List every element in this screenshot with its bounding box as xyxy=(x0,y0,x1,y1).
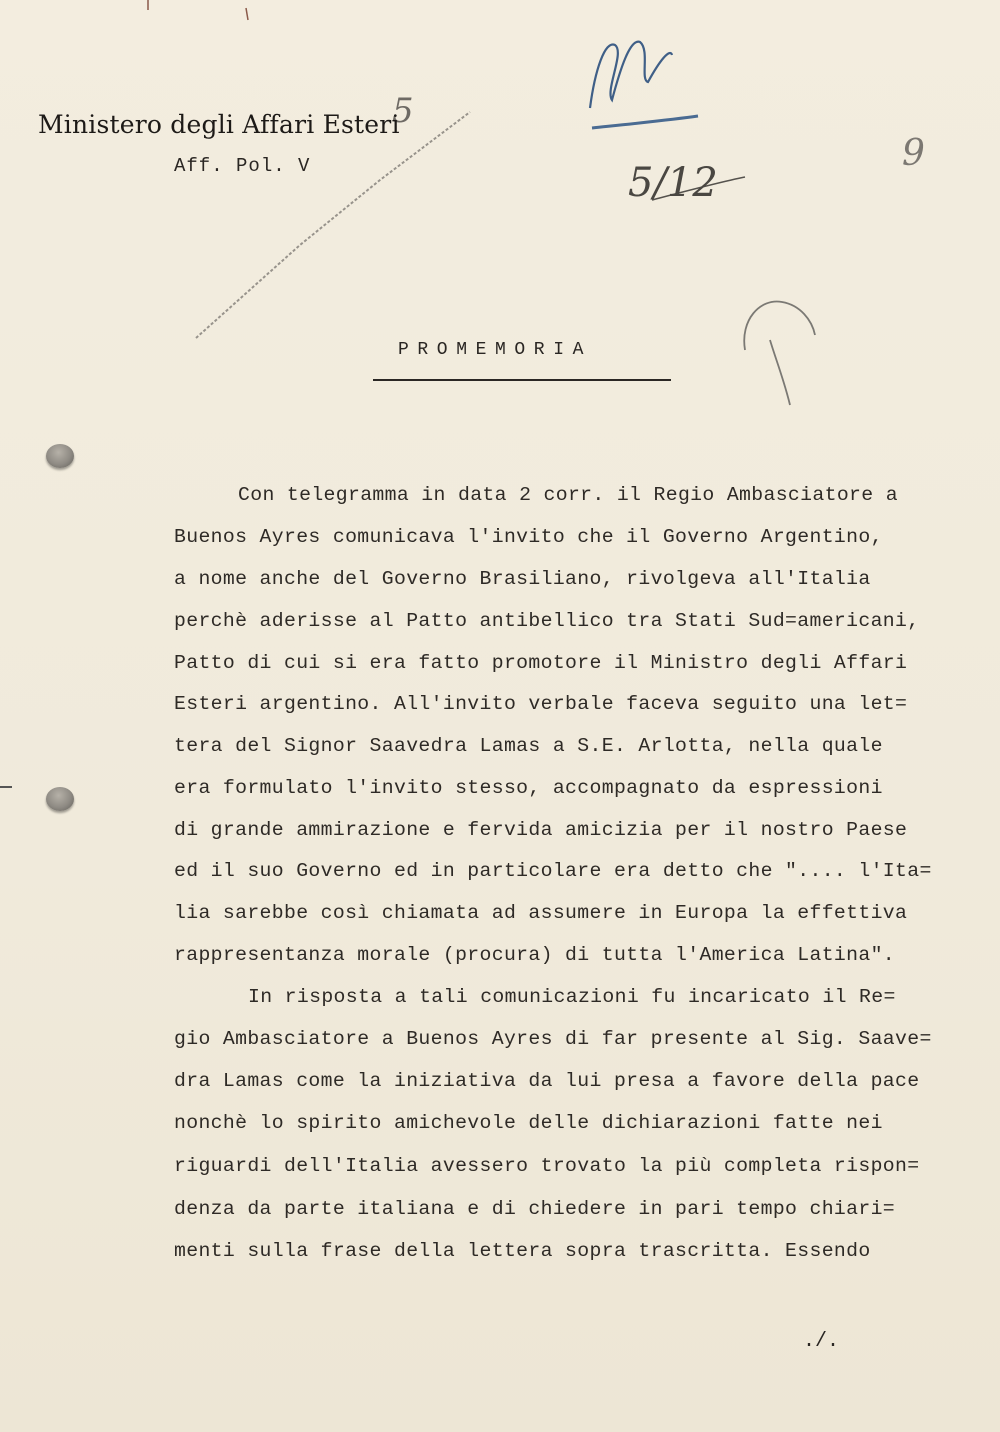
blue-ink-initials xyxy=(590,42,672,108)
pencil-margin-flourish xyxy=(744,302,815,405)
body-line: perchè aderisse al Patto antibellico tra Stati Sud=americani, xyxy=(174,610,920,632)
body-line: ed il suo Governo ed in particolare era detto che ".... l'Ita= xyxy=(174,860,932,882)
title-underline xyxy=(373,379,671,381)
body-line: denza da parte italiana e di chiedere in pari tempo chiari= xyxy=(174,1198,896,1220)
body-line: Buenos Ayres comunicava l'invito che il Governo Argentino, xyxy=(174,526,883,548)
handwritten-number-top: 5 xyxy=(392,91,414,131)
handwritten-margin-note: 9 xyxy=(902,133,925,174)
body-line: Patto di cui si era fatto promotore il Ministro degli Affari xyxy=(174,652,908,674)
edge-mark xyxy=(0,786,12,788)
body-line: Esteri argentino. All'invito verbale faceva seguito una let= xyxy=(174,693,908,715)
body-line: Con telegramma in data 2 corr. il Regio Ambasciatore a xyxy=(238,484,898,506)
document-title: PROMEMORIA xyxy=(398,340,593,360)
ministry-letterhead: Ministero degli Affari Esteri xyxy=(38,110,400,139)
body-line: riguardi dell'Italia avessero trovato la più completa rispon= xyxy=(174,1155,920,1177)
blue-ink-underline xyxy=(592,116,698,128)
body-line: lia sarebbe così chiamata ad assumere in Europa la effettiva xyxy=(174,902,908,924)
punch-hole xyxy=(46,787,74,811)
body-line: In risposta a tali comunicazioni fu incaricato il Re= xyxy=(248,986,896,1008)
body-line: tera del Signor Saavedra Lamas a S.E. Arlotta, nella quale xyxy=(174,735,883,757)
pencil-diagonal-stroke xyxy=(196,112,470,338)
top-edge-marks xyxy=(148,0,248,20)
body-line: di grande ammirazione e fervida amicizia per il nostro Paese xyxy=(174,819,908,841)
body-line: dra Lamas come la iniziativa da lui presa a favore della pace xyxy=(174,1070,920,1092)
office-reference: Aff. Pol. V xyxy=(174,155,311,177)
handwritten-reference: 5/12 xyxy=(628,160,718,206)
page-continuation-mark: ./. xyxy=(803,1330,840,1353)
punch-hole xyxy=(46,444,74,468)
body-line: gio Ambasciatore a Buenos Ayres di far presente al Sig. Saave= xyxy=(174,1028,932,1050)
body-line: a nome anche del Governo Brasiliano, rivolgeva all'Italia xyxy=(174,568,871,590)
body-line: rappresentanza morale (procura) di tutta l'America Latina". xyxy=(174,944,896,966)
body-line: nonchè lo spirito amichevole delle dichiarazioni fatte nei xyxy=(174,1112,883,1134)
body-line: era formulato l'invito stesso, accompagnato da espressioni xyxy=(174,777,883,799)
body-line: menti sulla frase della lettera sopra trascritta. Essendo xyxy=(174,1240,871,1262)
